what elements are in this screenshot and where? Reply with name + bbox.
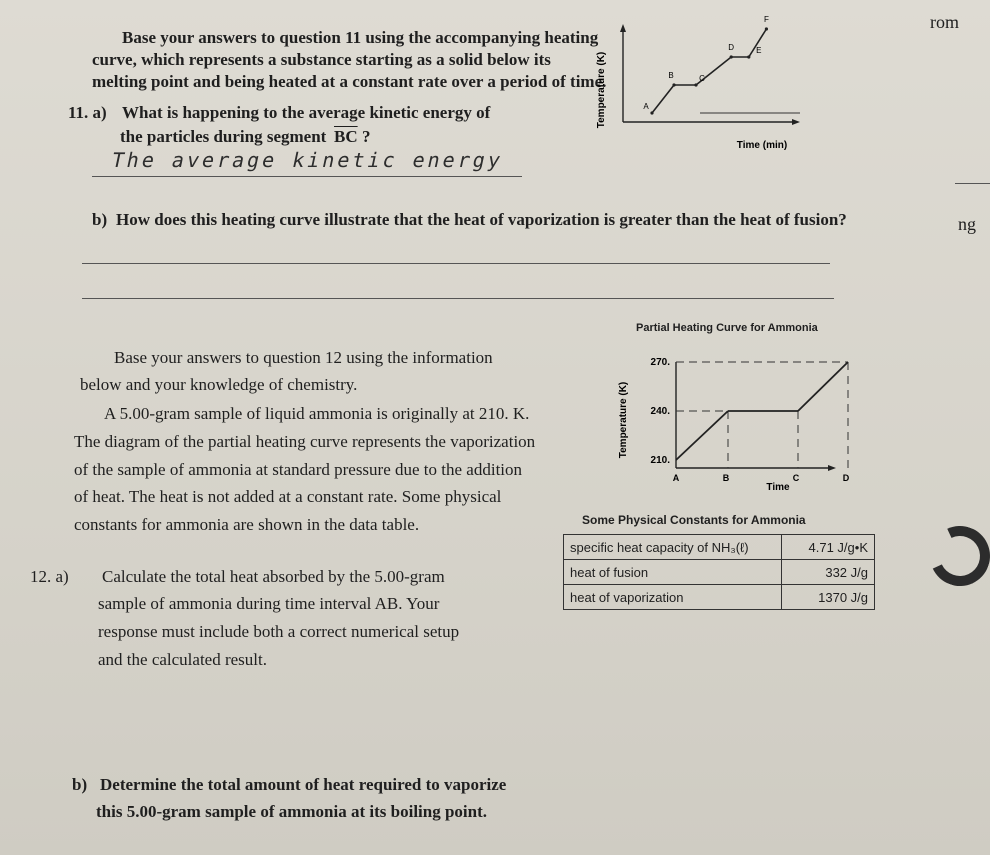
q12b-text-line-2: this 5.00-gram sample of ammonia at its boiling point.: [96, 802, 488, 821]
q12-para-line-1: A 5.00-gram sample of liquid ammonia is originally at 210. K.: [104, 404, 530, 423]
q12a-text-line-3: response must include both a correct numerical setup: [98, 622, 460, 641]
chart1-point: [730, 55, 733, 58]
q12-intro-line-1: Base your answers to question 12 using the information: [114, 348, 493, 367]
chart1-point-label: C: [699, 74, 705, 83]
table-cell-label: heat of fusion: [564, 560, 782, 585]
q11b-label: b): [92, 210, 108, 229]
chart1-marks: [643, 15, 769, 115]
chart2-xlabel: Time: [766, 482, 790, 493]
q11a-answer-line: [92, 176, 522, 177]
chart1-point-label: F: [763, 15, 769, 24]
chart1-ylabel: Temperature (K): [596, 51, 607, 129]
chart2-point-label: A: [672, 473, 680, 483]
table-row: [564, 585, 875, 610]
q11b-text: How does this heating curve illustrate that the heat of vaporization is greater than the heat of fusion?: [116, 210, 847, 229]
table-cell-value: 1370 J/g: [782, 585, 875, 610]
q12-intro-line-2: below and your knowledge of chemistry.: [80, 375, 358, 394]
chart1-point-label: B: [668, 71, 674, 80]
q11a-segment-bc: $\overline{BC}$: [334, 127, 358, 146]
chart2-ytick-label: 270.: [650, 357, 670, 368]
corner-text-ng: ng: [958, 214, 976, 234]
chart2-point-label: B: [722, 473, 730, 483]
ammonia-heating-curve-chart: [610, 340, 870, 500]
heating-curve-chart: [590, 15, 830, 160]
q12-para-line-3: of the sample of ammonia at standard pressure due to the addition: [74, 460, 523, 479]
chart1-point: [694, 83, 697, 86]
chart1-point-label: D: [728, 43, 735, 52]
physical-constants-table: [563, 534, 875, 610]
q12b-text-line-1: Determine the total amount of heat required to vaporize: [100, 775, 507, 794]
table-cell-value: 4.71 J/g•K: [782, 535, 875, 560]
chart2-curve-segment: [676, 411, 728, 460]
q11-intro-line-1: Base your answers to question 11 using the accompanying heating: [122, 28, 599, 47]
q11-intro-line-2: curve, which represents a substance starting as a solid below its: [92, 50, 551, 69]
chart2-curve-segment: [798, 362, 848, 411]
q11a-label: 11. a): [68, 103, 107, 122]
q12-para-line-2: The diagram of the partial heating curve represents the vaporization: [74, 432, 536, 451]
chart2-marks: [651, 357, 850, 483]
chart1-xlabel: Time (min): [736, 140, 788, 151]
corner-text-rom: rom: [930, 12, 959, 32]
chart2-point-label: D: [842, 473, 850, 483]
q11b-answer-line-1: [82, 263, 830, 264]
table-row: [564, 535, 875, 560]
chart2-ylabel: Temperature (K): [618, 381, 629, 459]
table-cell-label: specific heat capacity of NH₃(ℓ): [564, 535, 782, 560]
chart1-y-arrow: [620, 24, 626, 32]
table-cell-label: heat of vaporization: [564, 585, 782, 610]
q11a-text-line-2: the particles during segment: [120, 127, 327, 146]
q11a-text-line-1: What is happening to the average kinetic energy of: [122, 103, 491, 122]
chart1-point: [650, 111, 653, 114]
chart1-x-arrow: [792, 119, 800, 125]
q12-para-line-5: constants for ammonia are shown in the data table.: [74, 515, 420, 534]
table-cell-value: 332 J/g: [782, 560, 875, 585]
q12a-text-line-2: sample of ammonia during time interval AB. Your: [98, 594, 440, 613]
chart1-point: [765, 27, 768, 30]
q11a-question-mark: ?: [362, 127, 371, 146]
table-row: [564, 560, 875, 585]
chart2-ytick-label: 210.: [650, 455, 670, 466]
q12a-label: 12. a): [30, 567, 69, 586]
chart1-curve-segment: [652, 85, 674, 113]
chart2-ytick-label: 240.: [650, 406, 670, 417]
chart1-point-label: A: [643, 102, 649, 111]
corner-answer-line: [955, 183, 990, 184]
chart1-point-label: E: [756, 46, 762, 55]
q11-intro-line-3: melting point and being heated at a constant rate over a period of time.: [92, 72, 607, 91]
chart2-x-arrow: [828, 465, 836, 471]
q12a-text-line-4: and the calculated result.: [98, 650, 267, 669]
table-title: Some Physical Constants for Ammonia: [582, 513, 806, 527]
chart2-point-label: C: [792, 473, 800, 483]
binder-ring-icon: [922, 518, 990, 595]
chart2-title: Partial Heating Curve for Ammonia: [636, 322, 818, 334]
q11b-answer-line-2: [82, 298, 834, 299]
chart1-point: [672, 83, 675, 86]
q12-para-line-4: of heat. The heat is not added at a constant rate. Some physical: [74, 487, 502, 506]
q12a-text-line-1: Calculate the total heat absorbed by the 5.00-gram: [102, 567, 445, 586]
q12b-label: b): [72, 775, 88, 794]
chart1-point: [747, 55, 750, 58]
q11a-handwritten-answer: The average kinetic energy: [109, 148, 506, 172]
